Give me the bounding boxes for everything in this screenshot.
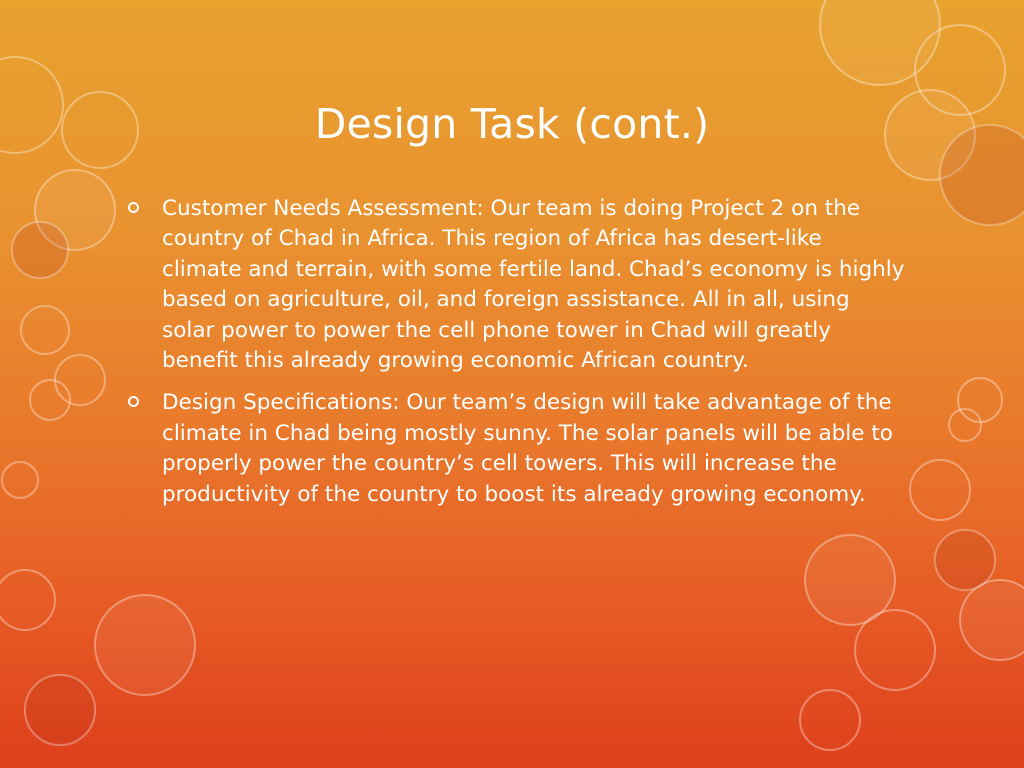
hollow-circle-bullet-icon [128,396,139,407]
bullet-list [126,194,906,522]
bullet-text: Design Specifications: Our team’s design will take advantage of the climate in Chad being mostly sunny. The solar panels will be able to properly power the country’s cell towers. This will increase the productivity of the country to boost its already growing economy. [162,390,893,507]
slide-title: Design Task (cont.) [314,100,710,148]
bullet-text: Customer Needs Assessment: Our team is doing Project 2 on the country of Chad in Africa. This region of Africa has desert-like climate and terrain, with some fertile land. Chad’s economy is highly based on agriculture, oil, and foreign assistance. All in all, using solar power to power the cell phone tower in Chad will greatly benefit this already growing economic African country. [162,196,905,374]
bullet-item-customer-needs [126,194,906,376]
hollow-circle-bullet-icon [128,202,139,213]
bullet-item-design-specifications [126,388,906,510]
